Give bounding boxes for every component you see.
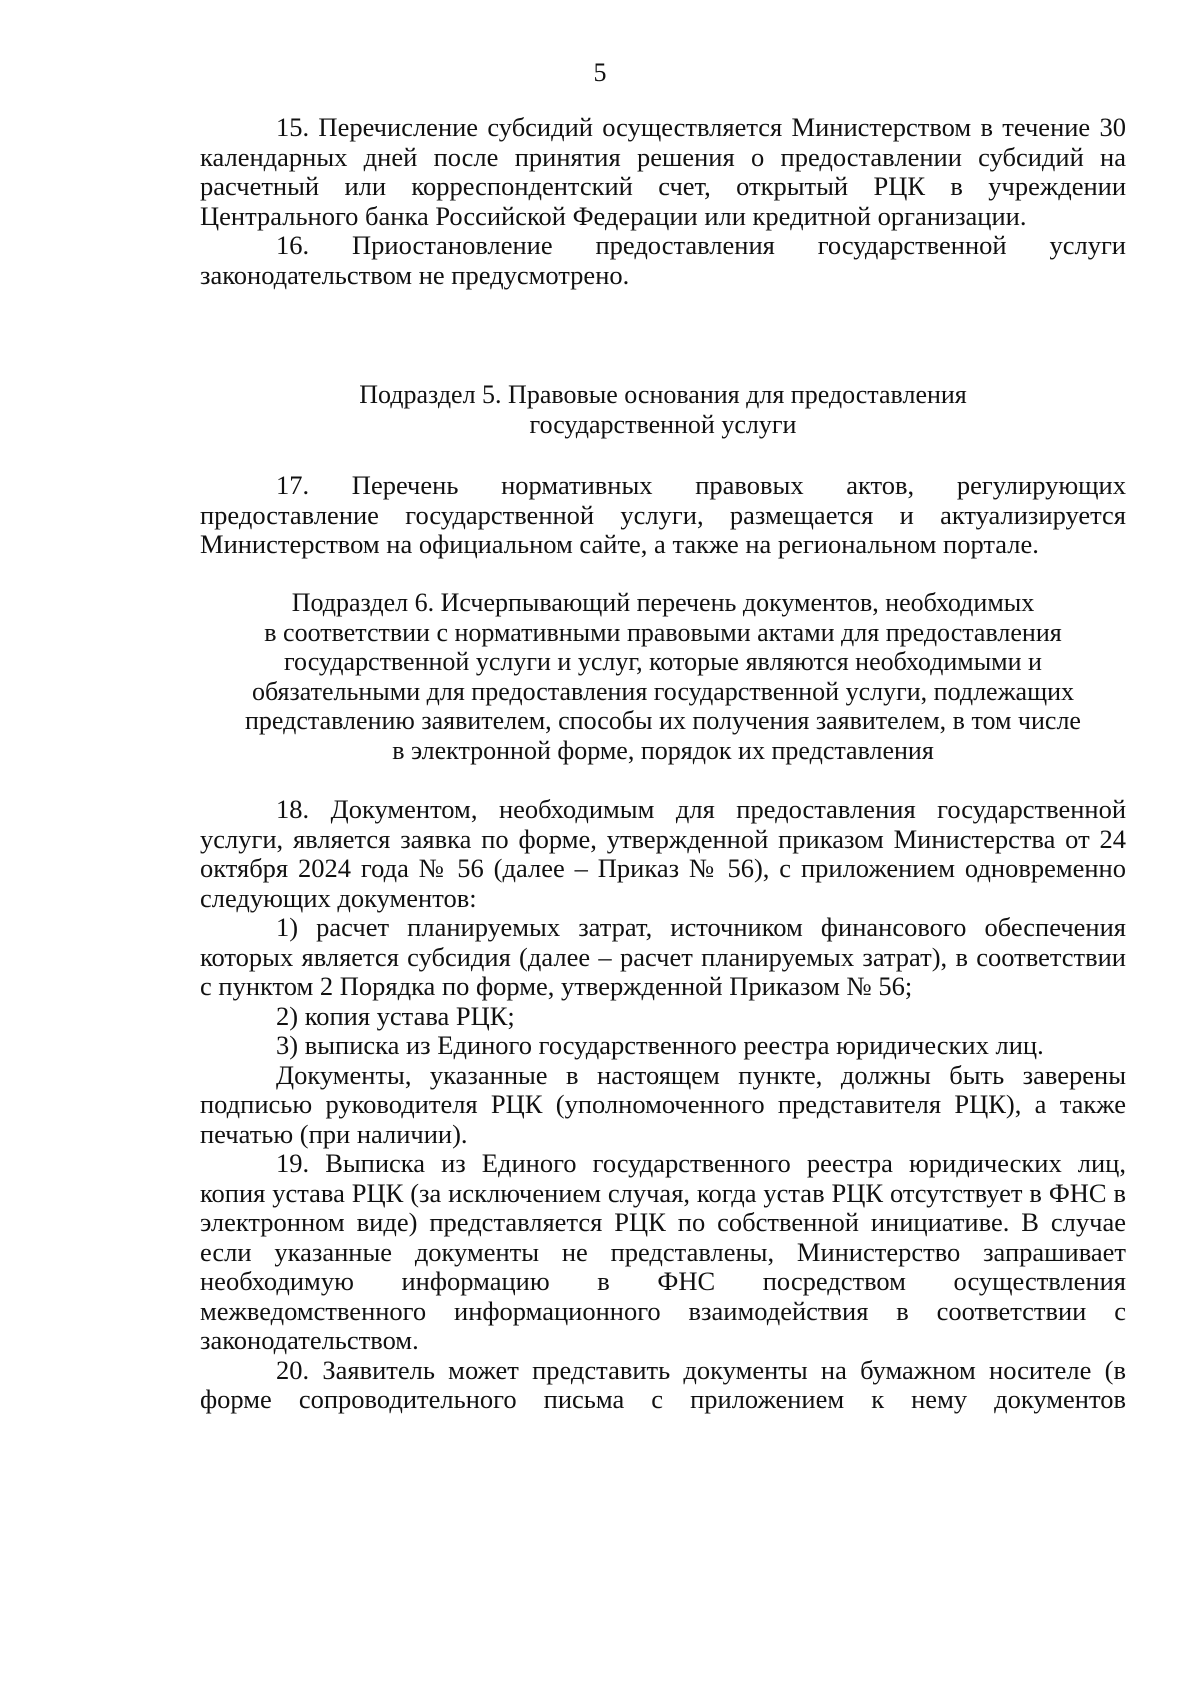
page-number: 5 bbox=[593, 58, 607, 87]
paragraph-18-documents-note: Документы, указанные в настоящем пункте, должны быть заверены подписью руководителя РЦК (уполномоченного представителя РЦК), а также печатью (при наличии). bbox=[200, 1059, 1126, 1149]
subsection-6-heading-line-3: государственной услуги и услуг, которые являются необходимыми и bbox=[284, 647, 1042, 676]
paragraph-16: 16. Приостановление предоставления государственной услуги законодательством не предусмотрено. bbox=[200, 230, 1126, 290]
paragraph-15: 15. Перечисление субсидий осуществляется Министерством в течение 30 календарных дней после принятия решения о предоставлении субсидий на расчетный или корреспондентский счет, открытый РЦК в учреждении Центрального банка Российской Федерации или кредитной организации. bbox=[200, 112, 1126, 231]
paragraph-18-item-2: 2) копия устава РЦК; bbox=[276, 1000, 515, 1031]
paragraphs-18-20 bbox=[200, 795, 1126, 1415]
subsection-6-heading-line-1: Подраздел 6. Исчерпывающий перечень документов, необходимых bbox=[291, 588, 1035, 617]
paragraph-20: 20. Заявитель может представить документы на бумажном носителе (в форме сопроводительного письма с приложением к нему документов bbox=[200, 1354, 1126, 1414]
paragraph-17: 17. Перечень нормативных правовых актов, регулирующих предоставление государственной услуги, размещается и актуализируется Министерством на официальном сайте, а также на региональном портале. bbox=[200, 470, 1126, 559]
subsection-6-heading bbox=[190, 588, 1136, 765]
subsection-6-heading-line-6: в электронной форме, порядок их представления bbox=[392, 735, 934, 765]
subsection-5-heading bbox=[190, 380, 1136, 439]
paragraphs-15-16 bbox=[200, 113, 1126, 290]
subsection-6-heading-line-4: обязательными для предоставления государственной услуги, подлежащих bbox=[251, 676, 1075, 706]
subsection-6-heading-line-5: представлению заявителем, способы их получения заявителем, в том числе bbox=[245, 706, 1081, 735]
paragraph-19: 19. Выписка из Единого государственного реестра юридических лиц, копия устава РЦК (за исключением случая, когда устав РЦК отсутствует в ФНС в электронном виде) представляется РЦК по собственной инициативе. В случае если указанные документы не представлены, Министерство запрашивает необходимую информацию в ФНС посредством осуществления межведомственного информационного взаимодействия в соответствии с законодательством. bbox=[200, 1148, 1126, 1355]
subsection-6-heading-line-2: в соответствии с нормативными правовыми актами для предоставления bbox=[264, 617, 1062, 647]
subsection-5-heading-line-1: Подраздел 5. Правовые основания для предоставления bbox=[359, 380, 967, 409]
paragraph-18: 18. Документом, необходимым для предоставления государственной услуги, является заявка по форме, утвержденной приказом Министерства от 24 октября 2024 года № 56 (далее – Приказ № 56), с приложением одновременно следующих документов: bbox=[200, 794, 1126, 913]
paragraph-18-item-1: 1) расчет планируемых затрат, источником финансового обеспечения которых является субсидия (далее – расчет планируемых затрат), в соответствии с пунктом 2 Порядка по форме, утвержденной Приказом № 56; bbox=[200, 912, 1126, 1001]
paragraph-18-item-3: 3) выписка из Единого государственного реестра юридических лиц. bbox=[276, 1030, 1044, 1060]
paragraph-17-block bbox=[200, 471, 1126, 560]
subsection-5-heading-line-2: государственной услуги bbox=[529, 409, 797, 439]
